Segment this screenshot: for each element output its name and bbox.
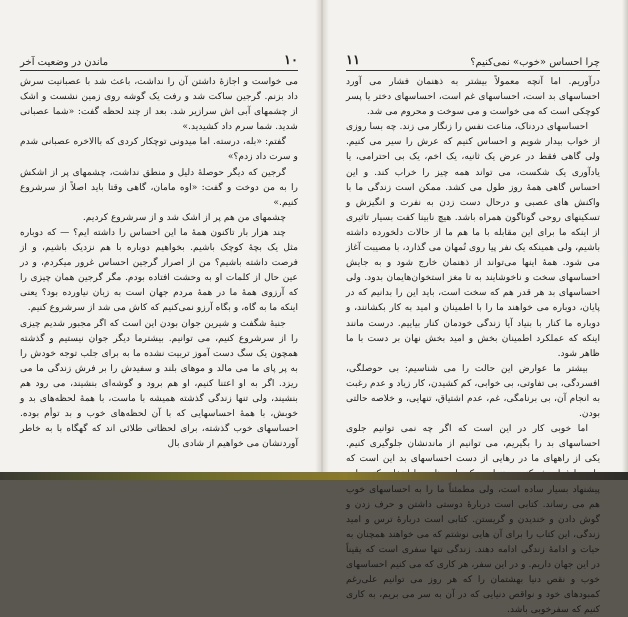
left-paragraph: گفتم: «بله، درسته. اما میدونی توچکار کردی که باالاخره عصبانی شدم و سرت داد زدم؟»	[20, 136, 298, 163]
book-gutter	[315, 0, 329, 472]
left-paragraph: چشمهای من هم پر از اشک شد و از سرشروع کردیم.	[82, 211, 286, 223]
right-page-number: ۱۱	[346, 53, 360, 68]
right-paragraph: احساسهای دردناک، مناعت نفس را زنگار می زند. چه بسا روزی از خواب بیدار شویم و احساس کنیم که عرش را سیر می کنیم. ولی گاهی فقط در عرض یک ثانیه، یک اخم، یک بی احترامی، یا یادآوری یک شکست، می تواند همه چیز را خراب کند. و این احساس گاهی همهٔ روز طول می کشد. ممکن است زندگی ما با واکنش های عصبی و درحال دست زدن به نفرت و انگیزش و تسکینهای روحی گوناگون همراه باشد. هیچ نابینا کفت بسیار تاثیری از اینکه ما برای این مقابله با ما هم ما از حالات دلخورده داشته باشیم، ولی همینکه یک نفر پیا روی تُمهان می گذارد، با مصیبت آغاز می شود. همهٔ اینها می‌تواند از ذهنمان خارج شود و به جایش احساسهای سخت و ناخوشایند به تا مغز استخوان‌هایمان بدود. ولی احساسهای بد هر قدر هم که سخت است، باید این را بدانیم که در پایان، دوباره می خواهند ما را با اطمینان و امید به کار بکشانند، و دوباره ما کنار با بنیاد آیا زندگی خودمان کنار بیاییم. درست مانند اینکه که عملکرد اطمینان بخش و امید بخش نهان بر دست با ما ظاهر شود.	[346, 121, 600, 359]
right-page	[322, 0, 628, 616]
right-paragraph: بیشتر ما عوارض این حالت را می شناسیم: بی حوصلگی، افسردگی، بی تفاوتی، بی خوابی، کم کشیدن، کار زیاد و عدم رغبت به انجام آن، بی برنامگی، غم، عدم اشتیاق، تنهایی، و خلاصه حالتی بودن.	[346, 362, 600, 420]
page-edge-shadow	[622, 0, 628, 472]
background-strip	[0, 472, 628, 480]
right-page-header	[346, 52, 600, 68]
left-page-number: ۱۰	[284, 53, 298, 68]
right-page-body	[346, 74, 600, 617]
right-header-rule	[346, 70, 600, 71]
right-running-title: چرا احساس «خوب» نمی‌کنیم؟	[470, 57, 600, 68]
right-paragraph: درآوریم. اما آنچه معمولاً بیشتر به ذهنمان فشار می آورد احساسهای بد است، احساسهای غم است، احساسهای دختر یا پسر کوچکی است که می خواست و می سوخت و محروم می شد.	[346, 76, 600, 118]
left-page-body	[20, 74, 298, 451]
left-paragraph: چند هزار بار تاکنون همهٔ ما این احساس را داشته ایم؟ — که دوباره مثل یک بچهٔ کوچک باشیم. بخواهیم دوباره با هم نزدیک باشیم، و از فرصت داشته باشیم؟ من از اصرار گرجین احساس غرور میکردم، و در عین حال از کلمات او به وحشت افتاده بودم. مگر گرجین همان چیزی را که آرزوی همهٔ ما در همهٔ مردم جهان است به زبان نیاورده بود؟ یعنی اینکه ما به گاه، و بگاه آرزو نمی‌کنیم که کاش می شد از سرشروع کنیم.	[20, 226, 298, 314]
left-page	[0, 0, 320, 472]
left-header-rule	[20, 70, 298, 71]
left-paragraph: می خواست و اجازهٔ داشتن آن را نداشت، باعث شد با عصبانیت سرش داد بزنم. گرجین ساکت شد و رفت یک گوشه روی زمین نشست و اشک از چشمهای آبی اش سرازیر شد. بعد از چند لحظه گفت: «شما عصبانی شدید. شما سرم داد کشیدید.»	[20, 76, 298, 133]
left-paragraph: گرجین که دیگر حوصلهٔ دلیل و منطق نداشت، چشمهای پر از اشکش را به من دوخت و گفت: «اوه مامان، گاهی وقتا باید اصلاً از سرشروع کنیم.»	[20, 166, 298, 208]
right-paragraph: اما خوبی کار در این است که اگر چه نمی توانیم جلوی احساسهای بد را بگیریم، می توانیم از ماندنشان جلوگیری کنیم. یکی از راههای ما در رهایی از دست احساسهای بد این است که پیشنهاد بسیار ساده است، ولی مطمئناً ما را به احساسهای خوب هم می رساند. کتابی است دربارهٔ دوستی داشتن و حرف زدن و گوش دادن و خندیدن و گریستن. کتابی است دربارهٔ ترس و امید زندگی، این کتاب را برای آن هایی نوشتم که می خواهند همچنان به حیات و ادامهٔ زندگی ادامه دهند. زندگی تنها سفری است که یقیناً در این جهان داریم. و در این سفر، هر کاری که می کنیم احساسهای خوب و نقص دنیا بهشتمان را که هر روز می توانیم علی‌رغم کمبودهای خود و نواقص دنیایی که در آن به سر می بریم، به کاری کنیم که سفرخوبی باشد.	[346, 423, 600, 616]
left-paragraph: جنبهٔ شگفت و شیرین جوان بودن این است که اگر مجبور شدیم چیزی را از سرشروع کنیم، می توانیم. بیشترما دیگر جوان نیستیم و گذشته همچون یک سگ دست آموز تربیت نشده ما به برای جلب توجه خودش را به پر پای ما می مالد و موهای بلند و سفیدش را بر فرش زندگی ما می ریزد. اگر به او اعتنا کنیم، او هم برود و گوشه‌ای بنشیند، می رود هم بنشیند، ولی تنها زندگی گذشته همیشه با ماست، با همهٔ لحظه‌های بد و خوبش، با همهٔ احساسهایی که با آن لحظه‌های خوب و بد توأم بوده. احساسهای خوب گذشته، برای لحظاتی طلائی اند که گهگاه با به خاطر آوردنشان می خواهیم از شادی بال	[20, 317, 298, 450]
left-page-header	[20, 52, 298, 68]
left-running-title: ماندن در وضعیت آخر	[20, 57, 109, 68]
